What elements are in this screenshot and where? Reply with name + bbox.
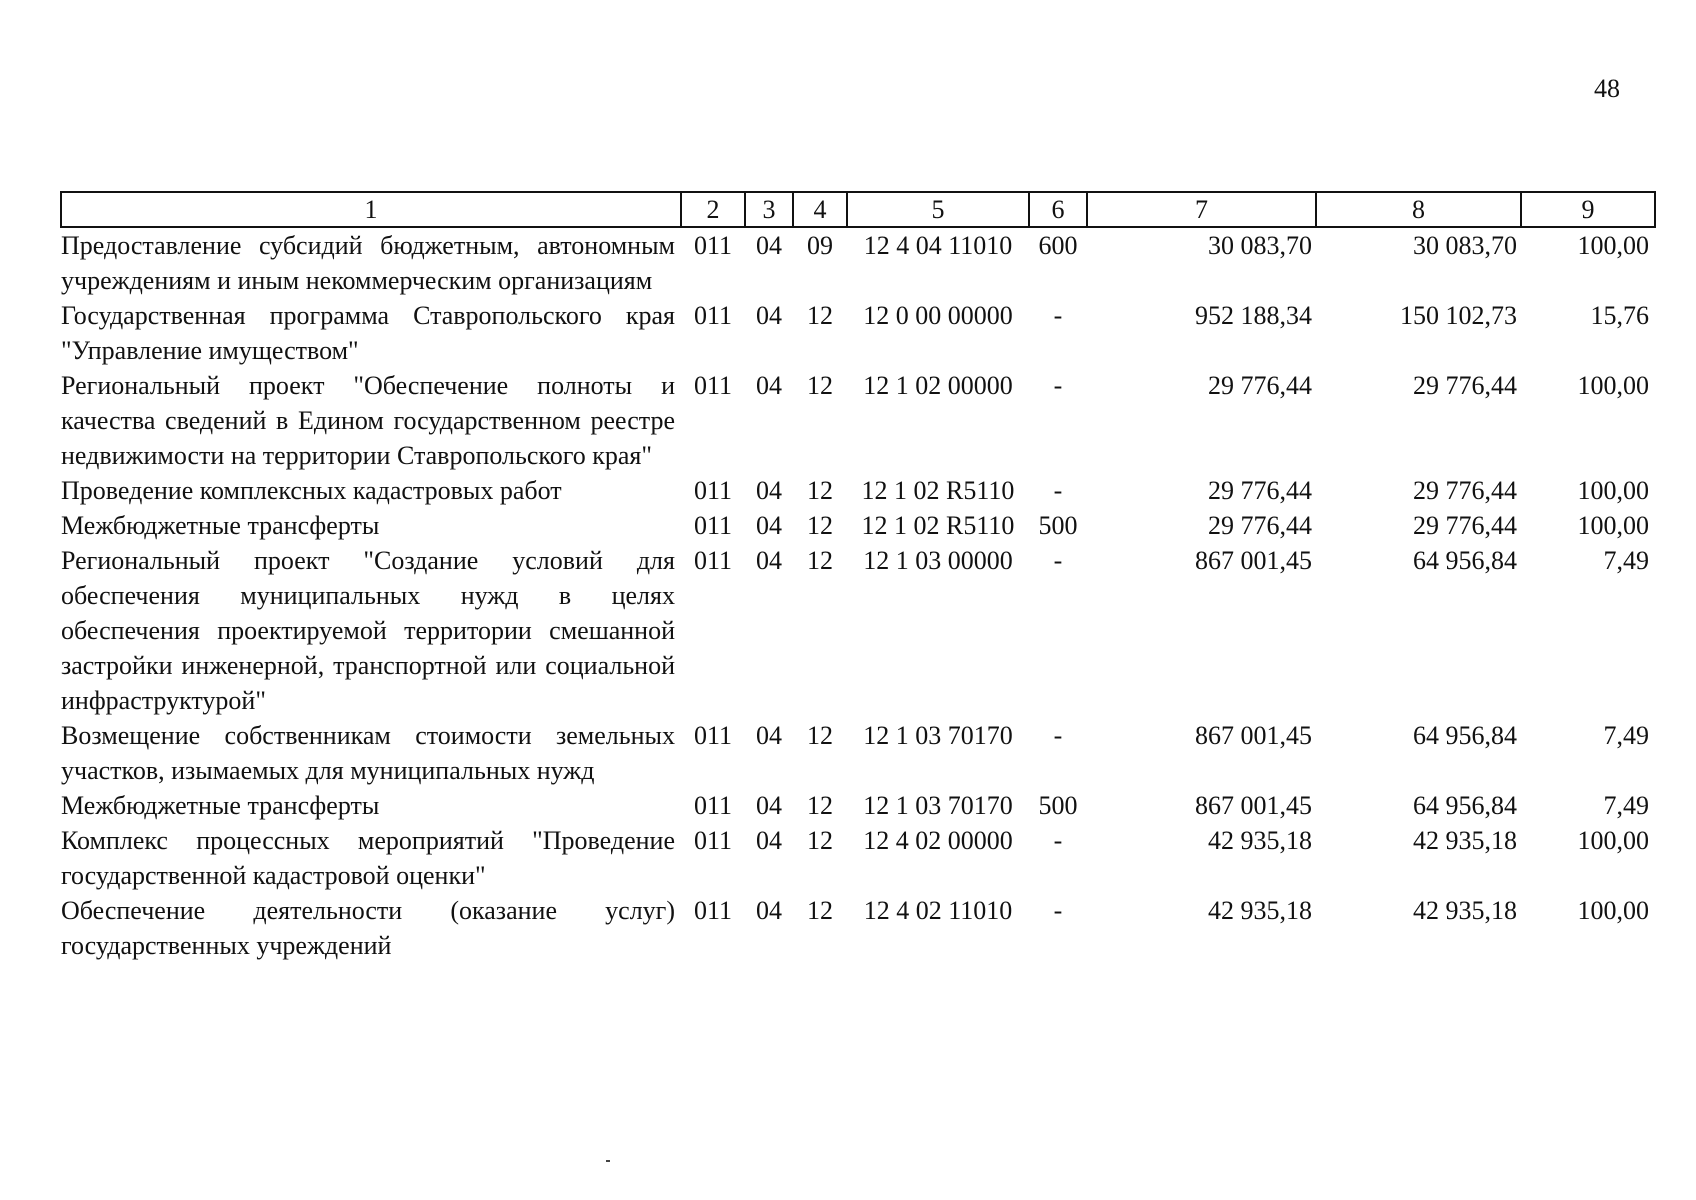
- expense-type-cell: -: [1053, 371, 1063, 400]
- column-header: 3: [745, 192, 793, 227]
- code-cell: 011: [693, 476, 733, 505]
- executed-amount-cell: 150 102,73: [1400, 301, 1517, 330]
- scan-mark: [606, 1160, 610, 1162]
- section-cell: 04: [756, 896, 782, 925]
- section-cell: 04: [756, 826, 782, 855]
- column-header: 1: [61, 192, 681, 227]
- header-row: [61, 192, 1655, 227]
- executed-amount-cell: 64 956,84: [1413, 791, 1517, 820]
- target-article-cell: 12 1 02 00000: [863, 371, 1013, 400]
- expense-type-cell: 500: [1038, 791, 1078, 820]
- executed-amount-cell: 42 935,18: [1413, 826, 1517, 855]
- percent-cell: 7,49: [1603, 546, 1649, 575]
- row-name-cell: Региональный проект "Создание условий для обеспечения муниципальных нужд в целях обеспечения проектируемой территории смешанной застройки инженерной, транспортной или социальной инфраструктурой": [61, 546, 675, 715]
- code-cell: 011: [693, 721, 733, 750]
- executed-amount-cell: 29 776,44: [1413, 511, 1517, 540]
- target-article-cell: 12 1 03 00000: [863, 546, 1013, 575]
- planned-amount-cell: 952 188,34: [1195, 301, 1312, 330]
- row-name-cell: Проведение комплексных кадастровых работ: [61, 476, 562, 505]
- subsection-cell: 12: [807, 546, 833, 575]
- planned-amount-cell: 42 935,18: [1208, 896, 1312, 925]
- planned-amount-cell: 867 001,45: [1195, 721, 1312, 750]
- column-header: 5: [847, 192, 1029, 227]
- expense-type-cell: 500: [1038, 511, 1078, 540]
- section-cell: 04: [756, 546, 782, 575]
- percent-cell: 100,00: [1577, 896, 1649, 925]
- section-cell: 04: [756, 721, 782, 750]
- section-cell: 04: [756, 476, 782, 505]
- subsection-cell: 12: [807, 721, 833, 750]
- section-cell: 04: [756, 231, 782, 260]
- subsection-cell: 09: [807, 231, 833, 260]
- table-row: [61, 368, 1655, 473]
- row-name-cell: Обеспечение деятельности (оказание услуг) государственных учреждений: [61, 896, 675, 960]
- page-number: 48: [1594, 74, 1620, 103]
- code-cell: 011: [693, 826, 733, 855]
- percent-cell: 100,00: [1577, 231, 1649, 260]
- section-cell: 04: [756, 371, 782, 400]
- section-cell: 04: [756, 301, 782, 330]
- planned-amount-cell: 29 776,44: [1208, 371, 1312, 400]
- executed-amount-cell: 64 956,84: [1413, 721, 1517, 750]
- expense-type-cell: -: [1053, 721, 1063, 750]
- code-cell: 011: [693, 511, 733, 540]
- table-row: [61, 543, 1655, 718]
- row-name-cell: Межбюджетные трансферты: [61, 791, 380, 820]
- planned-amount-cell: 29 776,44: [1208, 476, 1312, 505]
- subsection-cell: 12: [807, 371, 833, 400]
- code-cell: 011: [693, 371, 733, 400]
- table-row: [61, 893, 1655, 963]
- row-name-cell: Региональный проект "Обеспечение полноты и качества сведений в Едином государственном реестре недвижимости на территории Ставропольского края": [61, 371, 675, 470]
- expense-type-cell: 600: [1038, 231, 1078, 260]
- column-header: 2: [681, 192, 745, 227]
- code-cell: 011: [693, 301, 733, 330]
- planned-amount-cell: 29 776,44: [1208, 511, 1312, 540]
- subsection-cell: 12: [807, 791, 833, 820]
- target-article-cell: 12 1 03 70170: [863, 721, 1013, 750]
- executed-amount-cell: 29 776,44: [1413, 371, 1517, 400]
- code-cell: 011: [693, 546, 733, 575]
- row-name-cell: Предоставление субсидий бюджетным, автономным учреждениям и иным некоммерческим организациям: [61, 231, 675, 295]
- table-row: [61, 473, 1655, 508]
- expense-type-cell: -: [1053, 476, 1063, 505]
- planned-amount-cell: 867 001,45: [1195, 546, 1312, 575]
- planned-amount-cell: 42 935,18: [1208, 826, 1312, 855]
- subsection-cell: 12: [807, 826, 833, 855]
- row-name-cell: Возмещение собственникам стоимости земельных участков, изымаемых для муниципальных нужд: [61, 721, 675, 785]
- target-article-cell: 12 1 02 R5110: [861, 476, 1015, 505]
- planned-amount-cell: 30 083,70: [1208, 231, 1312, 260]
- percent-cell: 7,49: [1603, 721, 1649, 750]
- table-row: [61, 508, 1655, 543]
- executed-amount-cell: 29 776,44: [1413, 476, 1517, 505]
- column-header: 9: [1521, 192, 1655, 227]
- column-header: 8: [1316, 192, 1521, 227]
- section-cell: 04: [756, 791, 782, 820]
- code-cell: 011: [693, 231, 733, 260]
- executed-amount-cell: 42 935,18: [1413, 896, 1517, 925]
- target-article-cell: 12 0 00 00000: [863, 301, 1013, 330]
- table-row: [61, 227, 1655, 298]
- row-name-cell: Комплекс процессных мероприятий "Проведение государственной кадастровой оценки": [61, 826, 675, 890]
- budget-table: [60, 191, 1656, 963]
- target-article-cell: 12 4 02 11010: [863, 896, 1013, 925]
- table-row: [61, 823, 1655, 893]
- subsection-cell: 12: [807, 301, 833, 330]
- executed-amount-cell: 30 083,70: [1413, 231, 1517, 260]
- table-row: [61, 298, 1655, 368]
- column-header: 4: [793, 192, 847, 227]
- executed-amount-cell: 64 956,84: [1413, 546, 1517, 575]
- column-header: 6: [1029, 192, 1087, 227]
- expense-type-cell: -: [1053, 301, 1063, 330]
- section-cell: 04: [756, 511, 782, 540]
- expense-type-cell: -: [1053, 896, 1063, 925]
- expense-type-cell: -: [1053, 826, 1063, 855]
- code-cell: 011: [693, 896, 733, 925]
- target-article-cell: 12 1 03 70170: [863, 791, 1013, 820]
- table-row: [61, 718, 1655, 788]
- target-article-cell: 12 4 04 11010: [863, 231, 1013, 260]
- planned-amount-cell: 867 001,45: [1195, 791, 1312, 820]
- target-article-cell: 12 4 02 00000: [863, 826, 1013, 855]
- expense-type-cell: -: [1053, 546, 1063, 575]
- subsection-cell: 12: [807, 476, 833, 505]
- code-cell: 011: [693, 791, 733, 820]
- percent-cell: 100,00: [1577, 826, 1649, 855]
- table-row: [61, 788, 1655, 823]
- percent-cell: 15,76: [1590, 301, 1649, 330]
- column-header: 7: [1087, 192, 1316, 227]
- percent-cell: 100,00: [1577, 476, 1649, 505]
- target-article-cell: 12 1 02 R5110: [861, 511, 1015, 540]
- percent-cell: 7,49: [1603, 791, 1649, 820]
- row-name-cell: Межбюджетные трансферты: [61, 511, 380, 540]
- subsection-cell: 12: [807, 511, 833, 540]
- subsection-cell: 12: [807, 896, 833, 925]
- percent-cell: 100,00: [1577, 511, 1649, 540]
- row-name-cell: Государственная программа Ставропольского края "Управление имуществом": [61, 301, 675, 365]
- percent-cell: 100,00: [1577, 371, 1649, 400]
- table-body: [61, 227, 1655, 963]
